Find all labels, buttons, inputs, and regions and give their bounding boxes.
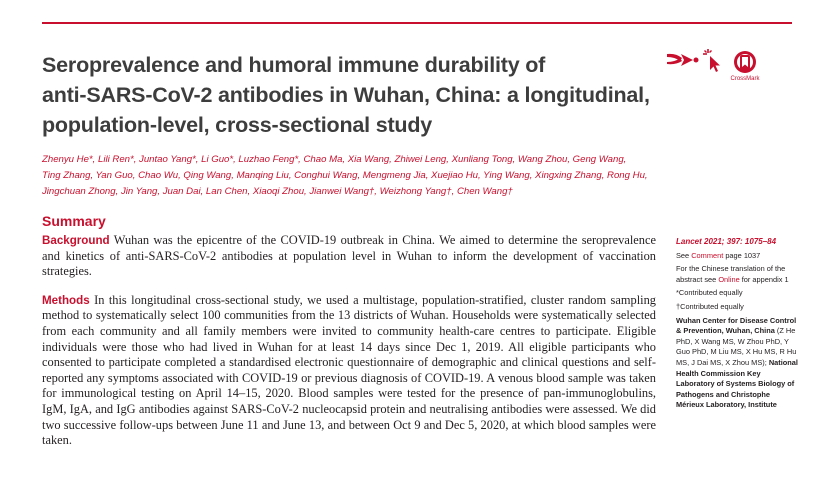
abstract-body — [42, 233, 656, 449]
translation-note — [676, 264, 800, 285]
comment-suffix: page 1037 — [723, 250, 761, 260]
background-label: Background — [42, 234, 110, 247]
comment-link[interactable]: Comment — [691, 250, 724, 260]
background-text: Wuhan was the epicentre of the COVID-19 outbreak in China. We aimed to determine the seroprevalence and kinetics of anti-SARS-CoV-2 antibodies at population level in Wuhan to inform the development of vaccination strategies. — [42, 233, 656, 279]
title-line-2: anti-SARS-CoV-2 antibodies in Wuhan, China: a longitudinal, — [42, 83, 650, 107]
affiliation-2-name: National Health Commission Key Laboratory of Systems Biology of Pathogens and Christophe Mérieux Laboratory, Institute — [676, 357, 798, 410]
methods-text: In this longitudinal cross-sectional study, we used a multistage, population-stratified, cluster random sampling method to systematically select 100 communities from the 13 districts of Wuhan. Households were systematically selected from each community and all family members were invited to community health-care centres to participate. Eligible individuals were those who had lived in Wuhan for at least 14 days since Dec 1, 2019. All eligible participants who consented to participate completed a standardised electronic questionnaire of demographic and clinical questions and self-reported any symptoms associated with COVID-19 or previous diagnosis of COVID-19. A venous blood sample was taken for immunological testing on April 14–15, 2020. Blood samples were tested for the presence of pan-immunoglobulins, IgM, IgA, and IgG antibodies against SARS-CoV-2 nucleocapsid protein and neutralising antibodies were assessed. We did two successive follow-ups between June 11 and June 13, and between Oct 9 and Dec 5, 2020, at which blood samples were taken. — [42, 292, 656, 448]
pointer-click-icon[interactable] — [702, 48, 726, 74]
article-sidebar — [676, 237, 800, 414]
translation-suffix: for appendix 1 — [739, 274, 789, 284]
affiliation-1-name: Wuhan Center for Disease Control & Prevention, Wuhan, China — [676, 315, 797, 336]
journal-citation: Lancet 2021; 397: 1075–84 — [676, 237, 777, 246]
author-line-2: Ting Zhang, Yan Guo, Chao Wu, Qing Wang, Manqing Liu, Conghui Wang, Mengmeng Jia, Xuejiao Hu, Ying Wang, Xingxing Zhang, Rong Hu, — [42, 170, 648, 181]
lancet-logo-icon — [666, 50, 700, 70]
author-list — [42, 152, 662, 200]
translation-text: For the Chinese translation of the abstract see — [676, 264, 786, 284]
comment-note — [676, 251, 800, 262]
top-rule — [42, 22, 792, 24]
author-line-1: Zhenyu He*, Lili Ren*, Juntao Yang*, Li Guo*, Luzhao Feng*, Chao Ma, Xia Wang, Zhiwei Leng, Xunliang Tong, Wang Zhou, Geng Wang, — [42, 154, 627, 165]
contributed-note-2: †Contributed equally — [676, 301, 744, 311]
background-paragraph — [42, 233, 656, 280]
methods-paragraph — [42, 293, 656, 449]
sidebar-fade — [676, 448, 800, 462]
crossmark-label: CrossMark — [730, 76, 760, 82]
affiliation-1-people: (Z He PhD, X Wang MS, W Zhou PhD, Y Guo PhD, M Liu MS, X Hu MS, R Hu MS, J Dai MS, X Zhou MS); — [676, 326, 797, 367]
author-line-3: Jingchuan Zhong, Jin Yang, Juan Dai, Lan Chen, Xiaoqi Zhou, Jianwei Wang†, Weizhong Yang†, Chen Wang† — [42, 186, 513, 197]
summary-heading: Summary — [42, 213, 106, 229]
contributed-note-1: *Contributed equally — [676, 288, 743, 298]
methods-label: Methods — [42, 293, 90, 307]
comment-prefix: See — [676, 250, 692, 260]
online-link[interactable]: Online — [718, 274, 740, 284]
logo-group — [666, 50, 766, 92]
title-line-3: population-level, cross-sectional study — [42, 113, 433, 137]
title-line-1: Seroprevalence and humoral immune durability of — [42, 53, 546, 77]
crossmark-icon[interactable] — [728, 50, 762, 76]
affiliations — [676, 316, 800, 411]
article-title — [42, 50, 652, 140]
